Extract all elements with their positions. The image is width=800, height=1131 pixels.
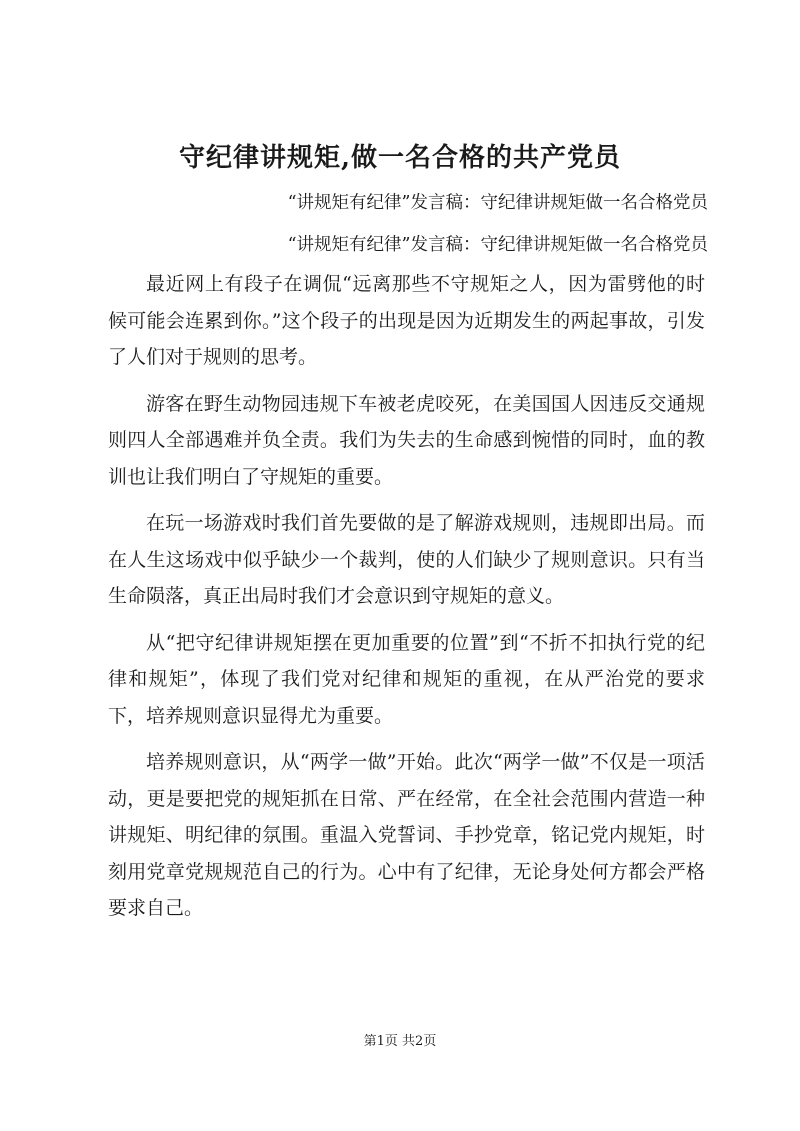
- subtitle-line: “讲规矩有纪律”发言稿：守纪律讲规矩做一名合格党员: [287, 235, 708, 255]
- body-paragraph: 在玩一场游戏时我们首先要做的是了解游戏规则，违规即出局。而在人生这场戏中似乎缺少一个裁判，使的人们缺少了规则意识。只有当生命陨落，真正出局时我们才会意识到守规矩的意义。: [108, 512, 705, 607]
- document-title: 守纪律讲规矩,做一名合格的共产党员: [178, 143, 622, 173]
- page-number: 第1页 共2页: [363, 1034, 437, 1049]
- body-paragraph: 最近网上有段子在调侃“远离那些不守规矩之人，因为雷劈他的时候可能会连累到你。”这个段子的出现是因为近期发生的两起事故，引发了人们对于规则的思考。: [108, 273, 705, 368]
- subtitle-line: “讲规矩有纪律”发言稿：守纪律讲规矩做一名合格党员: [287, 193, 708, 213]
- document-body: [108, 266, 705, 937]
- body-paragraph: 从“把守纪律讲规矩摆在更加重要的位置”到“不折不扣执行党的纪律和规矩”，体现了我们党对纪律和规矩的重视，在从严治党的要求下，培养规则意识显得尤为重要。: [108, 631, 705, 727]
- body-paragraph: 游客在野生动物园违规下车被老虎咬死，在美国国人因违反交通规则四人全部遇难并负全责。我们为失去的生命感到惋惜的同时，血的教训也让我们明白了守规矩的重要。: [108, 392, 705, 488]
- body-paragraph: 培养规则意识，从“两学一做”开始。此次“两学一做”不仅是一项活动，更是要把党的规矩抓在日常、严在经常，在全社会范围内营造一种讲规矩、明纪律的氛围。重温入党誓词、手抄党章，铭记党内规矩，时刻用党章党规规范自己的行为。心中有了纪律，无论身处何方都会严格要求自己。: [108, 751, 705, 919]
